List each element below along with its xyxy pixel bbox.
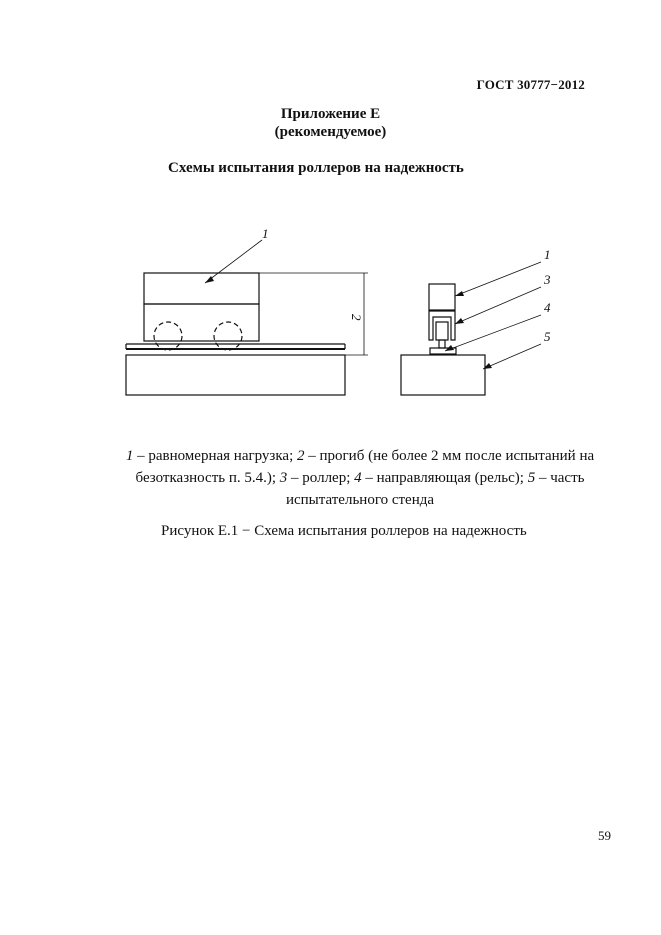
roller-load-block [429,284,455,310]
label-2: 2 [349,314,364,321]
legend-text-4: – направляющая (рельс); [361,470,528,486]
label-3: 3 [544,272,551,287]
label-1-right: 1 [544,247,551,262]
leader-1-left [205,240,262,283]
load-block [144,273,259,304]
appendix-title: Приложение Е [280,106,381,122]
test-scheme-figure [0,0,661,420]
legend-num-4: 4 [354,470,362,486]
roller-left [154,322,182,350]
legend-num-1: 1 [125,448,134,464]
stand-block [126,355,345,395]
figure-caption: Рисунок Е.1 − Схема испытания роллеров на надежность [161,523,527,539]
section-title: Схемы испытания роллеров на надежность [168,160,464,176]
legend-text-3: – роллер; [287,470,355,486]
label-1-left: 1 [262,226,269,241]
arrow-3 [455,318,464,324]
leader-1-right [455,262,541,296]
page-number: 59 [598,828,611,843]
leader-5 [483,344,541,369]
legend-text-2: – прогиб (не более 2 мм после испытаний на безотказность п. 5.4.); [135,448,595,486]
leader-3 [455,287,541,324]
stand-section [401,355,485,395]
arrow-5 [483,363,492,369]
figure-legend [110,445,610,511]
legend-num-2: 2 [297,448,305,464]
standard-code: ГОСТ 30777−2012 [476,77,585,92]
appendix-subtitle: (рекомендуемое) [274,124,387,140]
roller-wheel [436,322,448,340]
legend-text-1: – равномерная нагрузка; [133,448,297,464]
legend-num-5: 5 [527,470,536,486]
legend-text-5: – часть испытательного стенда [285,470,585,508]
legend-num-3: 3 [279,470,288,486]
arrow-1-right [455,291,464,296]
label-4: 4 [544,300,551,315]
roller-housing [429,311,455,340]
roller-axle [439,340,445,348]
carriage-block [144,304,259,341]
label-5: 5 [544,329,551,344]
roller-right [214,322,242,350]
